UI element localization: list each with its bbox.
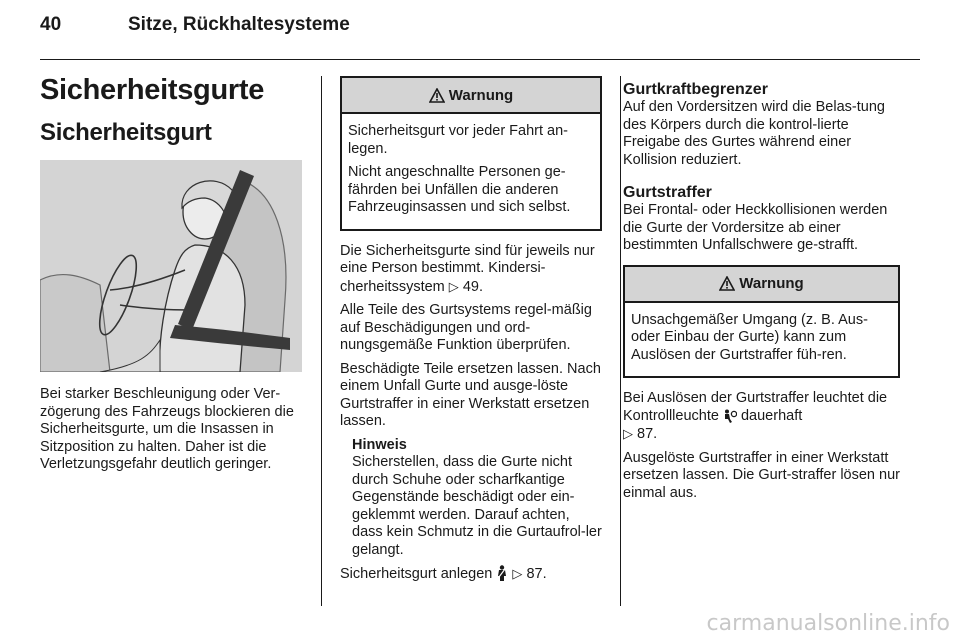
- warning-body: [625, 303, 898, 377]
- paragraph-inspect: Alle Teile des Gurtsystems regel-mäßig auf Beschädigungen und ord-nungsgemäße Funktion überprüfen.: [340, 302, 592, 353]
- seatbelt-person-icon: [496, 565, 508, 581]
- warning-header: [625, 267, 898, 303]
- column-middle: [340, 76, 602, 590]
- paragraph-indicator: [623, 390, 900, 444]
- subsection-heading: Sicherheitsgurt: [40, 119, 212, 146]
- warning-title: Warnung: [739, 275, 804, 292]
- limiter-text: Auf den Vordersitzen wird die Belas-tung des Körpers durch die kontrol-lierte Freigabe des Gurtes während einer Kollision reduziert.: [623, 99, 885, 168]
- warning-text-1: Sicherheitsgurt vor jeder Fahrt an-legen.: [348, 123, 569, 157]
- watermark: carmanualsonline.info: [706, 611, 950, 636]
- limiter-heading: Gurtkraftbegrenzer: [623, 81, 768, 98]
- reference-arrow-icon: ▷: [623, 426, 633, 441]
- note-block: [340, 437, 602, 560]
- paragraph-fasten: [340, 565, 602, 584]
- page-header: [40, 14, 920, 54]
- airbag-indicator-icon: [723, 409, 737, 423]
- tensioner-heading: Gurtstraffer: [623, 184, 712, 201]
- chapter-title: Sitze, Rückhaltesysteme: [128, 14, 350, 35]
- indicator-text: Bei Auslösen der Gurtstraffer leuchtet die Kontrollleuchte: [623, 390, 888, 424]
- section-heading: Sicherheitsgurte: [40, 74, 265, 106]
- column-right: [623, 80, 900, 508]
- reference-arrow-icon: ▷: [448, 278, 459, 294]
- indicator-after-text: dauerhaft: [740, 407, 803, 424]
- column-divider-right: [620, 76, 621, 606]
- intro-paragraph: Bei starker Beschleunigung oder Ver-zögerung des Fahrzeugs blockieren die Sicherheitsgurte, um die Insassen in Sitzposition zu halten. Daher ist die Verletzungsgefahr deutlich geringer.: [40, 386, 294, 472]
- tensioner-text: Bei Frontal- oder Heckkollisionen werden die Gurte der Vordersitze ab einer bestimmten Unfallschwere ge-strafft.: [623, 202, 888, 253]
- column-left: [40, 72, 302, 480]
- child-seat-page-ref[interactable]: 49.: [462, 278, 483, 295]
- column-divider-left: [321, 76, 322, 606]
- warning-triangle-icon: [429, 88, 445, 103]
- note-title: Hinweis: [352, 436, 407, 453]
- paragraph-one-person: [340, 243, 602, 297]
- fasten-page-ref[interactable]: 87.: [526, 566, 547, 582]
- paragraph-replace: Beschädigte Teile ersetzen lassen. Nach einem Unfall Gurte und ausge-löste Gurtstraffer in einer Werkstatt ersetzen lassen.: [340, 360, 601, 429]
- person-with-seatbelt-illustration: [40, 160, 302, 372]
- reference-arrow-icon: ▷: [512, 566, 523, 581]
- warning-box-tensioner: [623, 265, 900, 379]
- warning-box: [340, 76, 602, 231]
- indicator-page-ref[interactable]: 87.: [637, 426, 658, 442]
- warning-title: Warnung: [448, 86, 514, 104]
- warning-body: [342, 114, 600, 229]
- one-person-text: Die Sicherheitsgurte sind für jeweils nur eine Person bestimmt. Kindersi-cherheitssystem: [340, 242, 595, 295]
- paragraph-replace-tensioner: Ausgelöste Gurtstraffer in einer Werkstatt ersetzen lassen. Die Gurt-straffer lösen nur einmal aus.: [623, 449, 900, 501]
- page-number: 40: [40, 14, 62, 35]
- note-text: Sicherstellen, dass die Gurte nicht durch Schuhe oder scharfkantige Gegenstände beschädigt oder ein-geklemmt werden. Darauf achten, dass kein Schmutz in die Gurtaufrol-ler gelangt.: [352, 454, 602, 558]
- warning-text-2: Nicht angeschnallte Personen ge-fährden bei Unfällen die anderen Fahrzeuginsassen und sich selbst.: [348, 164, 571, 215]
- warning-text: Unsachgemäßer Umgang (z. B. Aus- oder Einbau der Gurte) kann zum Auslösen der Gurtstraffer füh-ren.: [631, 311, 868, 363]
- seatbelt-illustration: [40, 160, 302, 372]
- warning-triangle-icon: [719, 276, 735, 291]
- header-rule: [40, 59, 920, 60]
- fasten-text: Sicherheitsgurt anlegen: [340, 566, 493, 582]
- warning-header: [342, 78, 600, 114]
